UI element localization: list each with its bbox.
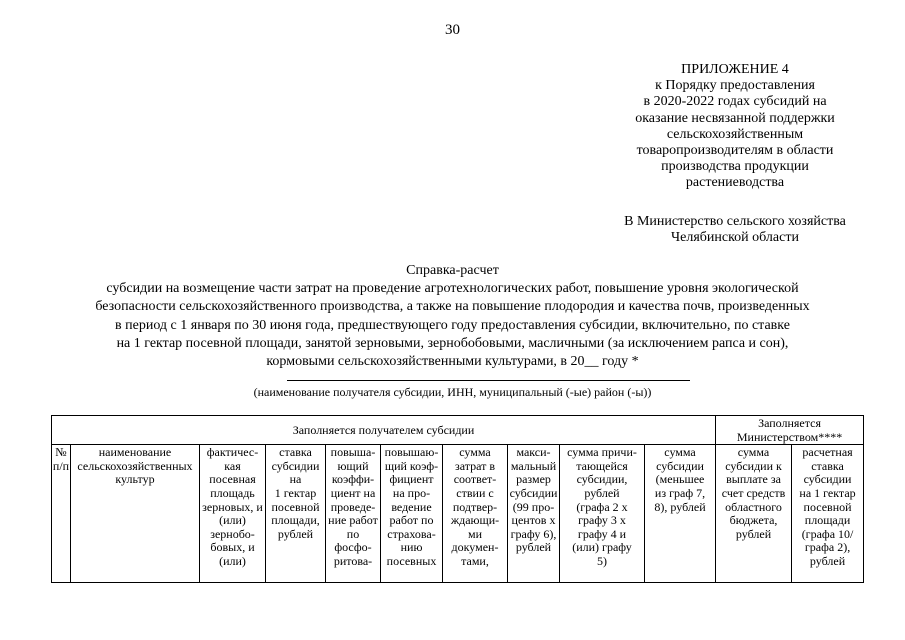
column-header-line: (или) графу (572, 540, 632, 555)
column-header-line: повыша- (330, 445, 376, 460)
title-line: Справка-расчет (406, 263, 499, 278)
title-line: кормовыми сельскохозяйственными культурами, в 20__ году * (266, 354, 639, 370)
appendix-heading (590, 62, 880, 192)
addressee-line: В Министерство сельского хозяйства (624, 214, 846, 229)
column-header-line: по (346, 526, 360, 541)
column-header-line: ющий (337, 458, 369, 473)
title-line: субсидии на возмещение части затрат на проведение агротехнологических работ, повышение уровня экологической (106, 281, 799, 297)
column-header-line: (или) (219, 513, 246, 528)
group-header-ministry-line: Заполняется (758, 416, 821, 430)
column-header-line: повышаю- (384, 445, 439, 460)
column-header-line: подтвер- (452, 499, 498, 514)
appendix-line: в 2020-2022 годах субсидий на (643, 94, 827, 110)
column-header-line: на (289, 472, 302, 487)
column-header-line: графу 3 х (578, 513, 626, 528)
column-header-line: счет средств (721, 485, 786, 500)
column-header-line: субсидии (271, 458, 320, 473)
column-header-line: докумен- (451, 540, 499, 555)
appendix-line: оказание несвязанной поддержки (635, 110, 835, 126)
appendix-line: растениеводства (685, 175, 785, 191)
column-header-line: ждающи- (450, 513, 500, 528)
table-group-header-row (52, 416, 864, 445)
column-header-line: страхова- (387, 526, 436, 541)
column-header-line: рублей (735, 526, 772, 541)
column-header-line: субсидии к (725, 458, 782, 473)
column-header-line: циент на (330, 485, 376, 500)
column-header-line: фициент (389, 472, 434, 487)
column-subsidy-rate (266, 445, 326, 583)
column-header-line: областного (725, 499, 782, 514)
column-header-line: размер (516, 472, 551, 487)
addressee (590, 214, 880, 246)
column-header-line: наименование (98, 445, 172, 460)
page-number: 30 (445, 22, 460, 38)
column-header-line: фактичес- (206, 445, 259, 460)
column-header-line: площади, (271, 513, 320, 528)
column-header-line: сумма (664, 445, 696, 460)
appendix-line: ПРИЛОЖЕНИЕ 4 (681, 62, 789, 77)
column-subsidy-amount (645, 445, 716, 583)
column-header-line: щий коэф- (384, 458, 439, 473)
column-header-line: графа 2), (804, 540, 851, 555)
column-header-line: посевных (386, 553, 437, 568)
column-header-line: зерновых, и (202, 499, 263, 514)
column-header-line: рублей (515, 540, 552, 555)
column-header-line: коэффи- (331, 472, 375, 487)
column-header-line: мальный (510, 458, 557, 473)
column-header-line: субсидии, (576, 472, 628, 487)
column-header-line: зернобо- (210, 526, 255, 541)
column-subsidy-due (560, 445, 645, 583)
recipient-caption: (наименование получателя субсидии, ИНН, муниципальный (-ые) район (-ы)) (253, 385, 652, 399)
addressee-line: Челябинской области (671, 230, 799, 246)
calculation-table (51, 415, 864, 583)
column-header-line: кая (224, 458, 241, 473)
group-header-recipient (52, 416, 716, 445)
column-header-line: на про- (392, 485, 431, 500)
column-header-line: соответ- (453, 472, 497, 487)
column-phosphorite-coefficient (326, 445, 381, 583)
column-header-line: (99 про- (512, 499, 555, 514)
group-header-recipient-label: Заполняется получателем субсидии (292, 422, 475, 437)
group-header-ministry-line: Министерством**** (736, 429, 843, 444)
column-header-line: нию (400, 540, 423, 555)
column-header-line: ствии с (456, 485, 494, 500)
column-header-line: сумма причи- (567, 445, 637, 460)
appendix-line: сельскохозяйственным (666, 126, 804, 142)
column-header-line: площадь (210, 485, 255, 500)
table-column-header-row (52, 445, 864, 583)
column-header-line: рублей (809, 553, 846, 568)
column-number (52, 445, 71, 583)
column-header-line: затрат в (454, 458, 496, 473)
appendix-line: производства продукции (661, 159, 809, 175)
column-header-line: (графа 2 х (576, 499, 628, 514)
column-insurance-coefficient (381, 445, 443, 583)
column-header-line: (меньшее (655, 472, 705, 487)
column-header-line: фосфо- (334, 540, 372, 555)
column-header-line: посевной (803, 499, 852, 514)
column-sown-area (200, 445, 266, 583)
column-header-line: п/п (52, 458, 70, 473)
column-header-line: проведе- (330, 499, 376, 514)
appendix-line: товаропроизводителям в области (636, 143, 834, 159)
column-header-line: расчетная (802, 445, 853, 460)
column-max-subsidy (508, 445, 560, 583)
column-header-line: (графа 10/ (801, 526, 854, 541)
group-header-ministry (716, 416, 864, 445)
column-header-line: субсидии (803, 472, 852, 487)
column-header-line: № (55, 445, 67, 460)
column-header-line: центов х (511, 513, 556, 528)
column-crop-name (71, 445, 200, 583)
column-header-line: субсидии (509, 485, 558, 500)
column-header-line: тающейся (576, 458, 628, 473)
column-header-line: графу 4 и (577, 526, 627, 541)
column-cost-amount (443, 445, 508, 583)
column-header-line: 5) (597, 553, 607, 568)
column-header-line: из граф 7, (654, 485, 706, 500)
title-line: на 1 гектар посевной площади, занятой зерновыми, зернобобовыми, масличными (за исключением рапса и сон), (116, 335, 789, 351)
column-header-line: ми (467, 526, 482, 541)
column-header-line: ние работ (328, 513, 378, 528)
recipient-fill-line (287, 380, 690, 381)
column-header-line: рублей (277, 526, 314, 541)
title-line: в период с 1 января по 30 июня года, предшествующего году предоставления субсидии, включительно, по ставке (115, 317, 790, 333)
column-header-line: 1 гектар (274, 485, 317, 500)
column-header-line: выплате за (726, 472, 781, 487)
column-header-line: работ по (389, 513, 434, 528)
column-header-line: ведение (391, 499, 432, 514)
column-header-line: ставка (811, 458, 844, 473)
column-header-line: на 1 гектар (799, 485, 856, 500)
column-header-line: 8), рублей (654, 499, 706, 514)
column-calculated-rate (792, 445, 864, 583)
column-header-line: площади (804, 513, 851, 528)
column-header-line: сумма (459, 445, 491, 460)
column-header-line: бовых, и (210, 540, 255, 555)
column-header-line: культур (115, 472, 155, 487)
column-header-line: сельскохозяйственных (77, 458, 193, 473)
column-header-line: ставка (279, 445, 312, 460)
appendix-line: к Порядку предоставления (655, 78, 815, 94)
column-header-line: (или) (219, 553, 246, 568)
column-header-line: сумма (737, 445, 770, 460)
document-title (20, 262, 885, 371)
column-header-line: посевной (271, 499, 320, 514)
column-header-line: бюджета, (729, 513, 778, 528)
column-header-line: тами, (461, 553, 489, 568)
column-header-line: ритова- (333, 553, 373, 568)
column-header-line: рублей (584, 485, 620, 500)
title-line: безопасности сельскохозяйственного производства, а также на повышение плодородия и качества почв, произведенных (95, 299, 810, 315)
column-header-line: посевная (209, 472, 256, 487)
column-payout-amount (716, 445, 792, 583)
column-header-line: графу 6), (510, 526, 557, 541)
column-header-line: субсидии (656, 458, 704, 473)
column-header-line: макси- (516, 445, 551, 460)
